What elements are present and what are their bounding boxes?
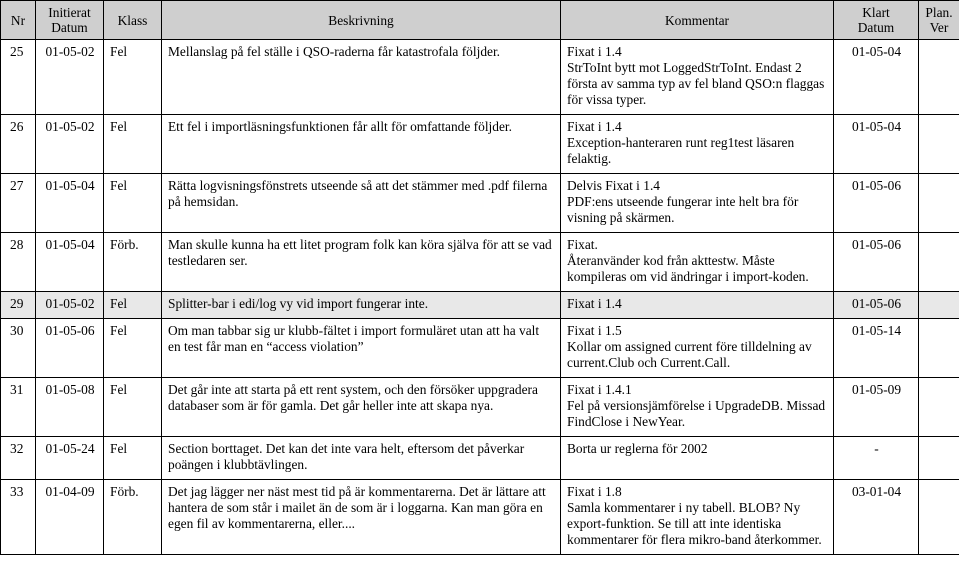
cell-kommentar <box>561 115 834 174</box>
kommentar-line: Fixat i 1.4 <box>567 44 622 59</box>
table-row <box>1 292 959 319</box>
cell-klart-datum: - <box>834 437 919 480</box>
cell-plan-ver <box>919 480 959 555</box>
cell-beskrivning: Splitter-bar i edi/log vy vid import fungerar inte. <box>162 292 561 319</box>
cell-klass: Fel <box>104 292 162 319</box>
col-header-kommentar: Kommentar <box>561 1 834 40</box>
cell-nr: 27 <box>1 174 36 233</box>
kommentar-line: Fixat i 1.8 <box>567 484 622 499</box>
cell-plan-ver <box>919 378 959 437</box>
cell-kommentar <box>561 378 834 437</box>
table-row <box>1 40 959 115</box>
kommentar-line: Fixat i 1.4 <box>567 119 622 134</box>
cell-beskrivning: Det jag lägger ner näst mest tid på är kommentarerna. Det är lättare att hantera de som står i mailet än de som är i loggarna. Kan man göra en egen fil av kommentarerna, eller.... <box>162 480 561 555</box>
table-row <box>1 378 959 437</box>
kommentar-line: Delvis Fixat i 1.4 <box>567 178 660 193</box>
cell-initierat-datum: 01-05-24 <box>36 437 104 480</box>
cell-klass: Fel <box>104 319 162 378</box>
cell-nr: 31 <box>1 378 36 437</box>
cell-initierat-datum: 01-04-09 <box>36 480 104 555</box>
cell-plan-ver <box>919 233 959 292</box>
cell-klass: Fel <box>104 437 162 480</box>
cell-initierat-datum: 01-05-02 <box>36 115 104 174</box>
cell-klart-datum: 01-05-09 <box>834 378 919 437</box>
cell-plan-ver <box>919 292 959 319</box>
table-row <box>1 115 959 174</box>
cell-initierat-datum: 01-05-04 <box>36 233 104 292</box>
kommentar-line: Exception-hanteraren runt reg1test läsaren felaktig. <box>567 135 795 166</box>
kommentar-line: Borta ur reglerna för 2002 <box>567 441 708 456</box>
cell-beskrivning: Rätta logvisningsfönstrets utseende så att det stämmer med .pdf filerna på hemsidan. <box>162 174 561 233</box>
col-header-klass: Klass <box>104 1 162 40</box>
cell-plan-ver <box>919 115 959 174</box>
header-row <box>1 1 959 40</box>
cell-klass: Fel <box>104 115 162 174</box>
cell-beskrivning: Det går inte att starta på ett rent system, och den försöker uppgradera databaser som är för gamla. Det går heller inte att skapa nya. <box>162 378 561 437</box>
cell-beskrivning: Om man tabbar sig ur klubb-fältet i import formuläret utan att ha valt en test får man en “access violation” <box>162 319 561 378</box>
col-header-nr: Nr <box>1 1 36 40</box>
kommentar-line: Fel på versionsjämförelse i UpgradeDB. Missad FindClose i NewYear. <box>567 398 826 429</box>
cell-klart-datum: 01-05-04 <box>834 115 919 174</box>
cell-nr: 26 <box>1 115 36 174</box>
cell-nr: 25 <box>1 40 36 115</box>
cell-plan-ver <box>919 437 959 480</box>
cell-klart-datum: 01-05-14 <box>834 319 919 378</box>
cell-beskrivning: Man skulle kunna ha ett litet program folk kan köra själva för att se vad testledaren ser. <box>162 233 561 292</box>
kommentar-line: Fixat i 1.4 <box>567 296 622 311</box>
kommentar-line: Fixat i 1.5 <box>567 323 622 338</box>
col-header-initierat: Initierat Datum <box>36 1 104 40</box>
cell-plan-ver <box>919 40 959 115</box>
cell-klart-datum: 01-05-06 <box>834 174 919 233</box>
cell-kommentar <box>561 292 834 319</box>
cell-klart-datum: 01-05-06 <box>834 292 919 319</box>
cell-initierat-datum: 01-05-06 <box>36 319 104 378</box>
cell-klass: Fel <box>104 174 162 233</box>
cell-nr: 28 <box>1 233 36 292</box>
kommentar-line: StrToInt bytt mot LoggedStrToInt. Endast 2 första av samma typ av fel bland QSO:n flaggas för vissa typer. <box>567 60 825 107</box>
cell-klass: Fel <box>104 378 162 437</box>
cell-beskrivning: Section borttaget. Det kan det inte vara helt, eftersom det påverkar poängen i klubbtävlingen. <box>162 437 561 480</box>
col-header-beskrivning: Beskrivning <box>162 1 561 40</box>
cell-klart-datum: 01-05-06 <box>834 233 919 292</box>
kommentar-line: Återanvänder kod från akttestw. Måste kompileras om vid ändringar i import-koden. <box>567 253 809 284</box>
cell-klart-datum: 03-01-04 <box>834 480 919 555</box>
cell-initierat-datum: 01-05-04 <box>36 174 104 233</box>
cell-initierat-datum: 01-05-02 <box>36 40 104 115</box>
cell-nr: 32 <box>1 437 36 480</box>
cell-klass: Fel <box>104 40 162 115</box>
table-row <box>1 319 959 378</box>
kommentar-line: PDF:ens utseende fungerar inte helt bra för visning på skärmen. <box>567 194 799 225</box>
cell-nr: 33 <box>1 480 36 555</box>
cell-kommentar <box>561 40 834 115</box>
table-row <box>1 480 959 555</box>
cell-klart-datum: 01-05-04 <box>834 40 919 115</box>
cell-nr: 30 <box>1 319 36 378</box>
cell-klass: Förb. <box>104 480 162 555</box>
cell-plan-ver <box>919 319 959 378</box>
cell-kommentar <box>561 174 834 233</box>
cell-plan-ver <box>919 174 959 233</box>
cell-nr: 29 <box>1 292 36 319</box>
table-row <box>1 233 959 292</box>
kommentar-line: Fixat i 1.4.1 <box>567 382 632 397</box>
cell-initierat-datum: 01-05-02 <box>36 292 104 319</box>
cell-beskrivning: Mellanslag på fel ställe i QSO-raderna får katastrofala följder. <box>162 40 561 115</box>
cell-initierat-datum: 01-05-08 <box>36 378 104 437</box>
cell-kommentar <box>561 480 834 555</box>
col-header-klart: Klart Datum <box>834 1 919 40</box>
kommentar-line: Fixat. <box>567 237 598 252</box>
cell-klass: Förb. <box>104 233 162 292</box>
table-row <box>1 174 959 233</box>
table-row <box>1 437 959 480</box>
kommentar-line: Kollar om assigned current före tilldelning av current.Club och Current.Call. <box>567 339 812 370</box>
kommentar-line: Samla kommentarer i ny tabell. BLOB? Ny export-funktion. Se till att inte identiska kommentarer för flera mikro-band återkommer. <box>567 500 822 547</box>
cell-kommentar <box>561 319 834 378</box>
cell-beskrivning: Ett fel i importläsningsfunktionen får allt för omfattande följder. <box>162 115 561 174</box>
col-header-plan: Plan. Ver <box>919 1 959 40</box>
cell-kommentar <box>561 233 834 292</box>
cell-kommentar <box>561 437 834 480</box>
